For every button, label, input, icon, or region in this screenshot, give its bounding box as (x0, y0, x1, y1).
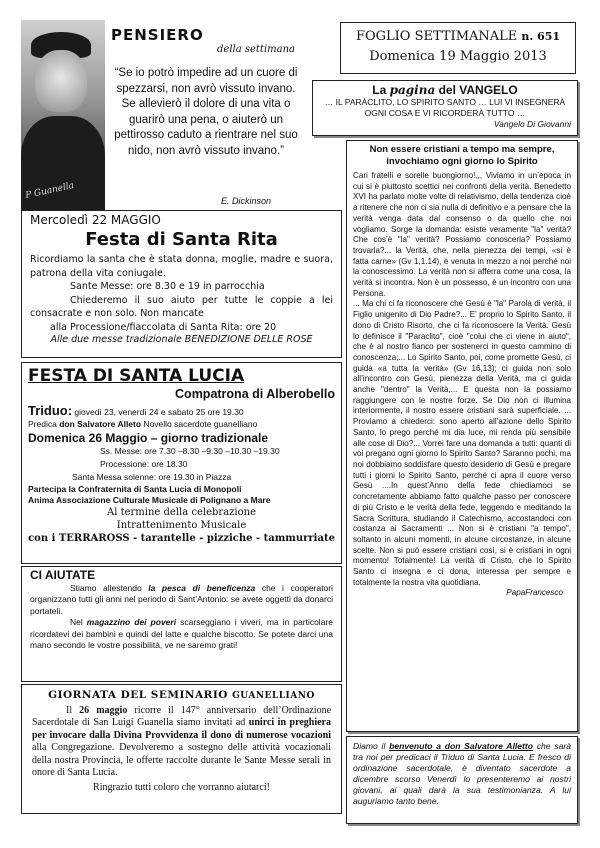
pensiero-section (21, 20, 303, 210)
seminario-heading (32, 689, 331, 703)
seminario-p-bold: unirci in preghiera per invocare dalla Divina Provvidenza il dono di numerose vocazioni (32, 717, 331, 741)
articolo-title: Non essere cristiani a tempo ma sempre, invochiamo ogni giorno lo Spirito (369, 144, 555, 167)
seminario-p-date: 26 maggio (79, 704, 128, 716)
portrait-photo (21, 20, 105, 210)
pensiero-title: PENSIERO (111, 26, 204, 44)
predica-name: don Salvatore Alleto (59, 419, 142, 429)
vangelo-title (313, 83, 577, 97)
seminario-section (21, 684, 342, 814)
rita-heading: Festa di Santa Rita (85, 229, 278, 250)
masthead-box (340, 22, 576, 74)
lucia-processione: Processione: ore 18.30 (100, 459, 188, 469)
vangelo-quote: … IL PARÀCLITO, LO SPIRITO SANTO … LUI VI INSEGNERÀ OGNI COSA E VI RICORDERÀ TUTTO … (324, 97, 566, 118)
seminario-p-post: alla Congregazione. Devolveremo a sostegno delle attività vocazionali della nostra Provincia, le offerte raccolte durante le Sante Messe serali in onore di Santa Lucia. (32, 742, 331, 778)
vangelo-reference: Vangelo Di Giovanni (493, 119, 571, 129)
aiutate-paragraph-1 (30, 583, 333, 618)
benvenuto-section (346, 736, 578, 824)
pensiero-subtitle: della settimana (217, 44, 295, 55)
santa-rita-section (21, 210, 342, 358)
pensiero-author: E. Dickinson (221, 196, 272, 206)
rita-line-3: Chiederemo il suo aiuto per tutte le coppie a lei consacrate e non solo. Non mancate (30, 294, 333, 319)
benvenuto-paragraph (353, 741, 571, 807)
vangelo-title-pagina: pagina (389, 83, 436, 97)
predica-post: Novello sacerdote guanelliano (141, 419, 258, 429)
lucia-terraross: con i TERRAROSS - tarantelle - pizziche - tammurriate (28, 533, 335, 544)
aiutate-heading: CI AIUTATE (30, 568, 96, 582)
benvenuto-highlight: benvenuto a don Salvatore Alletto (389, 741, 533, 751)
aiutate-paragraph-2 (30, 617, 333, 652)
seminario-p-pre: Il (66, 704, 80, 716)
lucia-solenne: Santa Messa solenne: ore 19.30 in Piazza (72, 472, 232, 482)
aiutate-p2-post: scarseggiano i viveri, ma in particolare ricordatevi dei bambini e quindi del latte e qualche biscotto. Se potete darci una mano secondo le vostre possibilità, ve ne saremo grati! (30, 617, 333, 650)
aiutate-p1-post: che i cooperatori organizzano tutti gli anni nel periodo di Sant’Antonio: se avete oggetti da donarci portateli. (30, 582, 333, 616)
rita-line-2: Sante Messe: ore 8.30 e 19 in parrocchia (70, 281, 265, 292)
masthead-title-line (341, 27, 575, 47)
aiutate-p2-pre: Nel (70, 617, 87, 627)
lucia-anima: Anima Associazione Culturale Musicale di Polignano a Mare (28, 495, 271, 505)
triduo-text: giovedì 23, venerdì 24 e sabato 25 ore 19.30 (72, 407, 244, 417)
priest-face-shape (35, 50, 87, 112)
masthead-title: FOGLIO SETTIMANALE (355, 29, 518, 44)
articolo-section (346, 140, 578, 732)
aiutate-p1-pre: Stiamo allestendo (70, 582, 149, 593)
lucia-termine: Al termine della celebrazione (106, 507, 256, 518)
lucia-subheading: Compatrona di Alberobello (175, 387, 335, 401)
seminario-heading-tail: GUANELLIANO (232, 691, 315, 701)
triduo-label: Triduo: (28, 403, 73, 418)
aiutate-p1-em: la pesca di beneficenza (148, 582, 256, 593)
lucia-domenica: Domenica 26 Maggio – giorno tradizionale (28, 431, 269, 445)
seminario-paragraph (32, 705, 331, 780)
articolo-signature: PapaFrancesco (506, 588, 563, 598)
aiutate-p2-em: magazzino dei poveri (86, 617, 177, 627)
issue-number: n. 651 (521, 30, 561, 43)
vangelo-title-la: La (372, 83, 387, 97)
lucia-predica (28, 419, 335, 429)
ci-aiutate-section (21, 566, 342, 682)
seminario-p-mid: ricorre il 147° anniversario dell’Ordinazione Sacerdotale di San Luigi Guanella siamo invitati ad (32, 704, 332, 728)
lucia-intrattenimento: Intrattenimento Musicale (116, 520, 247, 531)
predica-pre: Predica (28, 419, 60, 429)
rita-date: Mercoledì 22 MAGGIO (30, 213, 161, 227)
lucia-triduo (28, 403, 335, 418)
issue-date: Domenica 19 Maggio 2013 (369, 49, 547, 64)
benvenuto-post: che sarà tra noi per predicaci il Triduo di Santa Lucia. E fresco di ordinazione sacerdotale, è diventato sacerdote a dicembre scorso Venerdì lo presenteremo ai nostri giovani, ai quali darà la sua testimonianza. A lui auguriamo tanto bene. (353, 741, 571, 806)
articolo-paragraph-1: Cari fratelli e sorelle buongiorno!,,, Viviamo in un’epoca in cui si è piuttosto scettici nei confronti della verità. Benedetto XVI ha parlato molte volte di relativismo, della tendenza cioè a ritenere che non ci sia nulla di definitivo e a pensare che la verità venga data dal consenso o da quello che noi vogliamo. Sorge la domanda: esiste veramente "la" verità? Che cos’è "la" verità? Possiamo conoscerla? Possiamo trovarla?... la Verità, che, nella pienezza dei tempi, «si è fatta carne» (Gv 1,1.14), è venuta in mezzo a noi perché noi la conoscessimo. La verità non si afferra come una cosa, la verità si incontra. Non è un possesso, è un incontro con una Persona. (353, 171, 571, 298)
benvenuto-pre: Diamo il (353, 741, 390, 751)
seminario-thanks: Ringrazio tutti coloro che vorranno aiutarci! (93, 781, 270, 793)
portrait-signature: P Guanella (24, 180, 76, 202)
rita-line-5: Alle due messe tradizionale BENEDIZIONE DELLE ROSE (50, 334, 313, 345)
rita-line-1: Ricordiamo la santa che è stata donna, moglie, madre e suora, patrona della vita coniugale. (30, 254, 333, 279)
pensiero-quote: “Se io potrò impedire ad un cuore di spezzarsi, non avrò vissuto invano. Se allevierò il dolore di una vita o guarirò una pena, o aiuterò un pettirosso caduto a rientrare nel suo nido, non avrò vissuto invano.” (114, 67, 298, 157)
lucia-messe: Ss. Messe: ore 7.30 –8.30 –9.30 –10.30 –19.30 (100, 446, 280, 456)
rita-line-4: alla Processione/fiaccolata di Santa Rita: ore 20 (50, 321, 277, 333)
vangelo-title-del: del VANGELO (438, 83, 518, 97)
articolo-paragraph-2: ... Ma chi ci fa riconoscere che Gesù è "la" Parola di verità, il Figlio unigenito di Dio Padre?... E’ proprio lo Spirito Santo, il dono di Cristo Risorto, che ci fa riconoscere la Verità. Gesù lo definisce il "Paraclito", cioè "colui che ci viene in aiuto", che è al nostro fianco per sostenerci in questo cammino di conoscenza;... Lo Spirito Santo, poi, come promette Gesù, ci guida «a tutta la verità» (Gv 16,13); ci guida non solo all’incontro con Gesù, pienezza della Verità, ma ci guida anche "dentro" la Verità,... E questa non la possiamo raggiungere con le nostre forze. Se Dio non ci illumina interiormente, il nostro essere cristiani sarà superficiale. ... Proviamo a chiederci: sono aperto all’azione dello Spirito Santo, lo prego perché mi dia luce, mi renda più sensibile alle cose di Dio?... Vorrei fare una domanda a tutti: quanti di voi pregano ogni giorno lo Spirito Santo? Saranno pochi, ma noi dobbiamo soddisfare questo desiderio di Gesù e pregare tutti i giorni lo Spirito Santo, perché ci apra il cuore verso Gesù ....In quest’Anno della fede chiediamoci se concretamente abbiamo fatto qualche passo per conoscere di più Cristo e le verità della fede, leggendo e meditando la Sacra Scrittura, studiando il Catechismo, accostandoci con costanza ai Sacramenti ... Non si è cristiani "a tempo", soltanto in alcuni momenti, in alcune circostanze, in alcune scelte. Non si può essere cristiani così, si è cristiani in ogni momento! Totalmente! La verità di Cristo, che lo Spirito Santo ci insegna e ci dona, interessa per sempre e totalmente la nostra vita quotidiana. (353, 299, 571, 587)
santa-lucia-section (21, 362, 342, 564)
lucia-heading: FESTA DI SANTA LUCIA (28, 366, 245, 386)
vangelo-box (312, 80, 578, 136)
seminario-heading-main: GIORNATA DEL SEMINARIO (48, 689, 228, 701)
lucia-confraternita: Partecipa la Confraternita di Santa Lucia di Monopoli (28, 484, 242, 494)
